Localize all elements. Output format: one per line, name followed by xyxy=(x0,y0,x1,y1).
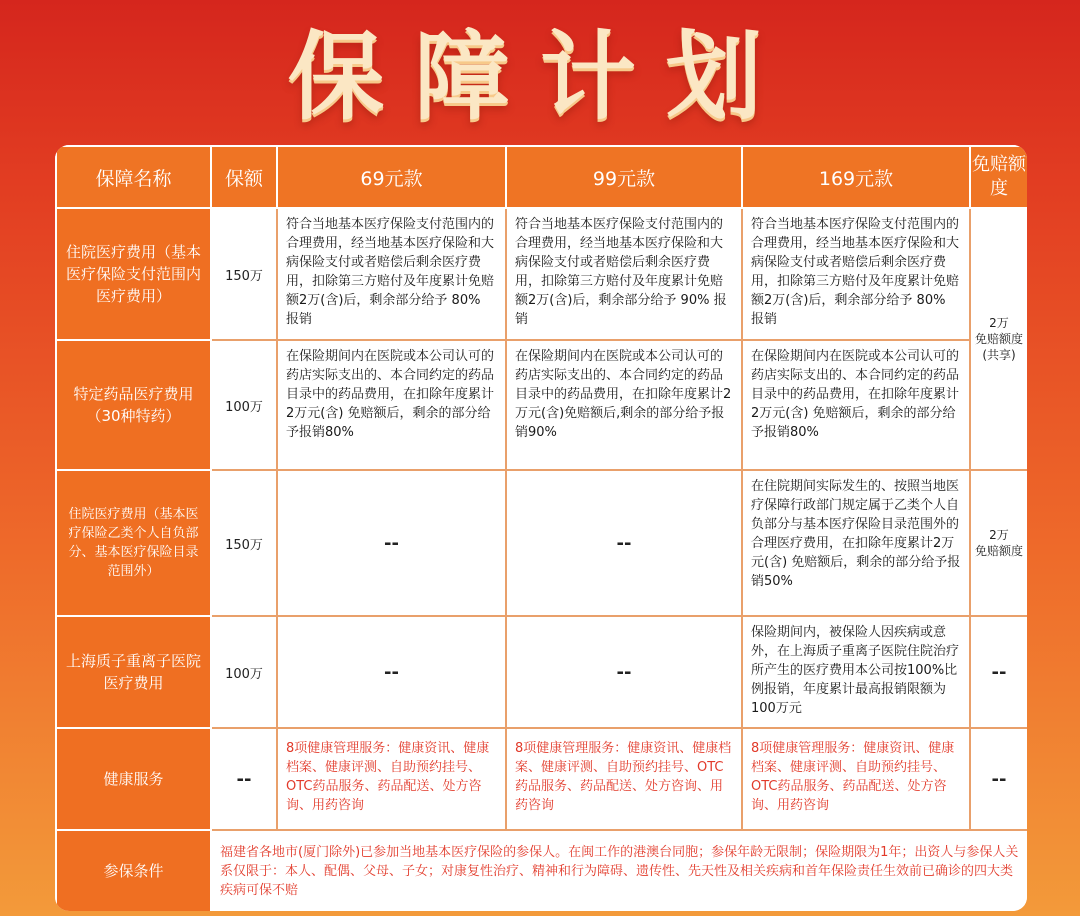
header-name: 保障名称 xyxy=(56,146,211,208)
deductible-label: 免赔额度 xyxy=(974,544,1023,558)
row-plan-99: 在保险期间内在医院或本公司认可的药店实际支出的、本合同约定的药品目录中的药品费用，在扣除年度累计2万元(含)免赔额后,剩余的部分给予报销90% xyxy=(506,340,742,470)
row-plan-99: 8项健康管理服务：健康资讯、健康档案、健康评测、自助预约挂号、OTC药品服务、药品配送、处方咨询、用药咨询 xyxy=(506,728,742,830)
row-plan-69: 8项健康管理服务：健康资讯、健康档案、健康评测、自助预约挂号、OTC药品服务、药品配送、处方咨询、用药咨询 xyxy=(277,728,506,830)
coverage-table xyxy=(55,145,1027,911)
row-plan-169: 在保险期间内在医院或本公司认可的药店实际支出的、本合同约定的药品目录中的药品费用，在扣除年度累计2万元(含) 免赔额后，剩余的部分给予报销80% xyxy=(742,340,970,470)
conditions-text: 福建省各地市(厦门除外)已参加当地基本医疗保险的参保人。在闽工作的港澳台同胞；参保年龄无限制；保险期限为1年；出资人与参保人关系仅限于：本人、配偶、父母、子女；对康复性治疗、精神和行为障碍、遗传性、先天性及相关疾病和首年保险责任生效前已确诊的四大类疾病可保不赔 xyxy=(211,830,1027,911)
row-plan-69: -- xyxy=(277,616,506,728)
row-plan-169: 符合当地基本医疗保险支付范围内的合理费用，经当地基本医疗保险和大病保险支付或者赔偿后剩余医疗费用，扣除第三方赔付及年度累计免赔额2万(含)后，剩余部分给予 80% 报销 xyxy=(742,208,970,340)
row-plan-169: 在住院期间实际发生的、按照当地医疗保障行政部门规定属于乙类个人自负部分与基本医疗保险目录范围外的合理医疗费用，在扣除年度累计2万元(含) 免赔额后，剩余的部分给予报销50% xyxy=(742,470,970,616)
deductible-amount: 2万 xyxy=(989,316,1009,330)
table-row xyxy=(56,470,1027,616)
row-name: 上海质子重离子医院医疗费用 xyxy=(56,616,211,728)
row-plan-69: 符合当地基本医疗保险支付范围内的合理费用，经当地基本医疗保险和大病保险支付或者赔偿后剩余医疗费用，扣除第三方赔付及年度累计免赔额2万(含)后，剩余部分给予 80% 报销 xyxy=(277,208,506,340)
row-name: 住院医疗费用（基本医疗保险乙类个人自负部分、基本医疗保险目录范围外） xyxy=(56,470,211,616)
row-deductible: -- xyxy=(970,728,1027,830)
header-plan-69: 69元款 xyxy=(277,146,506,208)
header-deductible: 免赔额度 xyxy=(970,146,1027,208)
row-plan-99: 符合当地基本医疗保险支付范围内的合理费用，经当地基本医疗保险和大病保险支付或者赔偿后剩余医疗费用，扣除第三方赔付及年度累计免赔额2万(含)后，剩余部分给予 90% 报销 xyxy=(506,208,742,340)
row-name: 特定药品医疗费用（30种特药） xyxy=(56,340,211,470)
table-row xyxy=(56,340,1027,470)
row-amount: 150万 xyxy=(211,208,277,340)
row-amount: 150万 xyxy=(211,470,277,616)
conditions-row xyxy=(56,830,1027,911)
row-plan-99: -- xyxy=(506,470,742,616)
row-plan-169: 8项健康管理服务：健康资讯、健康档案、健康评测、自助预约挂号、OTC药品服务、药品配送、处方咨询、用药咨询 xyxy=(742,728,970,830)
table-row xyxy=(56,208,1027,340)
row-amount: -- xyxy=(211,728,277,830)
header-amount: 保额 xyxy=(211,146,277,208)
deductible-amount: 2万 xyxy=(989,528,1009,542)
row-deductible xyxy=(970,470,1027,616)
shared-deductible xyxy=(970,208,1027,470)
row-plan-99: -- xyxy=(506,616,742,728)
row-name: 健康服务 xyxy=(56,728,211,830)
deductible-label: 免赔额度 xyxy=(974,332,1023,346)
row-amount: 100万 xyxy=(211,616,277,728)
row-plan-69: -- xyxy=(277,470,506,616)
row-plan-169: 保险期间内，被保险人因疾病或意外，在上海质子重离子医院住院治疗所产生的医疗费用本公司按100%比例报销，年度累计最高报销限额为100万元 xyxy=(742,616,970,728)
row-deductible: -- xyxy=(970,616,1027,728)
header-plan-169: 169元款 xyxy=(742,146,970,208)
table-header-row xyxy=(56,146,1027,208)
row-name: 住院医疗费用（基本医疗保险支付范围内医疗费用） xyxy=(56,208,211,340)
deductible-shared-note: (共享) xyxy=(982,348,1016,362)
table-row xyxy=(56,728,1027,830)
row-amount: 100万 xyxy=(211,340,277,470)
table-row xyxy=(56,616,1027,728)
row-plan-69: 在保险期间内在医院或本公司认可的药店实际支出的、本合同约定的药品目录中的药品费用，在扣除年度累计2万元(含) 免赔额后，剩余的部分给予报销80% xyxy=(277,340,506,470)
page-title: 保障计划 xyxy=(288,20,792,133)
conditions-label: 参保条件 xyxy=(56,830,211,911)
header-plan-99: 99元款 xyxy=(506,146,742,208)
